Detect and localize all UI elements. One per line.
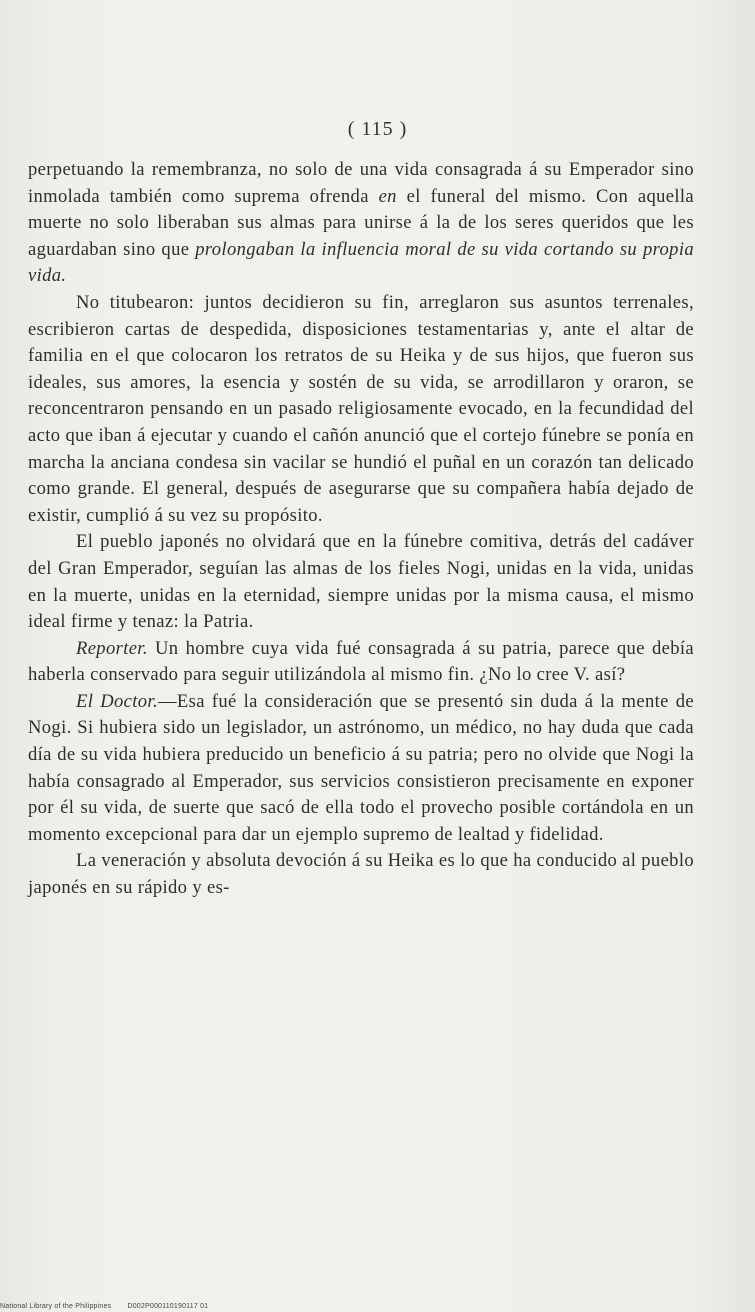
- italic-run: prolongaban la influencia moral de su vida cortando su propia vida.: [28, 238, 694, 287]
- paragraph-p5: [28, 689, 694, 849]
- scan-code: D002P000110190117 01: [127, 1303, 209, 1310]
- text-run: perpetuando la remembranza, no solo de una vida consagrada á su Emperador sino inmolada también como suprema ofrenda: [28, 159, 694, 207]
- body-text: [28, 157, 694, 902]
- text-run: No titubearon: juntos decidieron su fin, arreglaron sus asuntos terrenales, escribieron cartas de despedida, disposiciones testamentarias y, ante el altar de familia en el que colocaron los retratos de su Heika y de sus hijos, que fueron sus ideales, sus amores, la esencia y sostén de su vida, se arrodillaron y oraron, se reconcentraron pensando en un pasado religiosamente evocado, en la fecundidad del acto que iban á ejecutar y cuando el cañón anunció que el cortejo fúnebre se ponía en marcha la anciana condesa sin vacilar se hundió el puñal en un corazón tan delicado como grande. El general, después de asegurarse que su compañera había dejado de existir, cumplió á su vez su propósito.: [28, 291, 694, 526]
- italic-run: El Doctor.: [76, 690, 158, 712]
- text-run: El pueblo japonés no olvidará que en la fúnebre comitiva, detrás del cadáver del Gran Emperador, seguían las almas de los fieles Nogi, unidas en la vida, unidas en la muerte, unidas en la eternidad, siempre unidas por la misma causa, el mismo ideal firme y tenaz: la Patria.: [28, 531, 694, 633]
- library-credit: National Library of the Philippines: [0, 1303, 112, 1310]
- page-number: ( 115 ): [347, 118, 408, 140]
- italic-run: en: [378, 185, 397, 207]
- text-run: el funeral del mismo. Con aquella muerte no solo liberaban sus almas para unirse á la de los seres queridos que les aguardaban sino que: [28, 185, 694, 260]
- paragraph-p2: [28, 290, 694, 529]
- italic-run: Reporter.: [76, 637, 148, 659]
- paragraph-p6: [28, 848, 694, 901]
- paragraph-p3: [28, 529, 694, 635]
- text-run: —Esa fué la consideración que se presentó sin duda á la mente de Nogi. Si hubiera sido un legislador, un astrónomo, un médico, no hay duda que cada día de su vida hubiera preducido un beneficio á su patria; pero no olvide que Nogi la había consagrado al Emperador, sus servicios consistieron precisamente en exponer por él su vida, de suerte que sacó de ella todo el provecho posible cortándola en un momento excepcional para dar un ejemplo supremo de lealtad y fidelidad.: [28, 690, 694, 845]
- scan-footer: [0, 1303, 222, 1310]
- text-run: Un hombre cuya vida fué consagrada á su patria, parece que debía haberla conservado para seguir utilizándola al mismo fin. ¿No lo cree V. así?: [28, 637, 694, 686]
- paragraph-p4: [28, 636, 694, 689]
- text-run: La veneración y absoluta devoción á su Heika es lo que ha conducido al pueblo japonés en su rápido y es-: [28, 850, 694, 899]
- paragraph-p1: [28, 157, 694, 290]
